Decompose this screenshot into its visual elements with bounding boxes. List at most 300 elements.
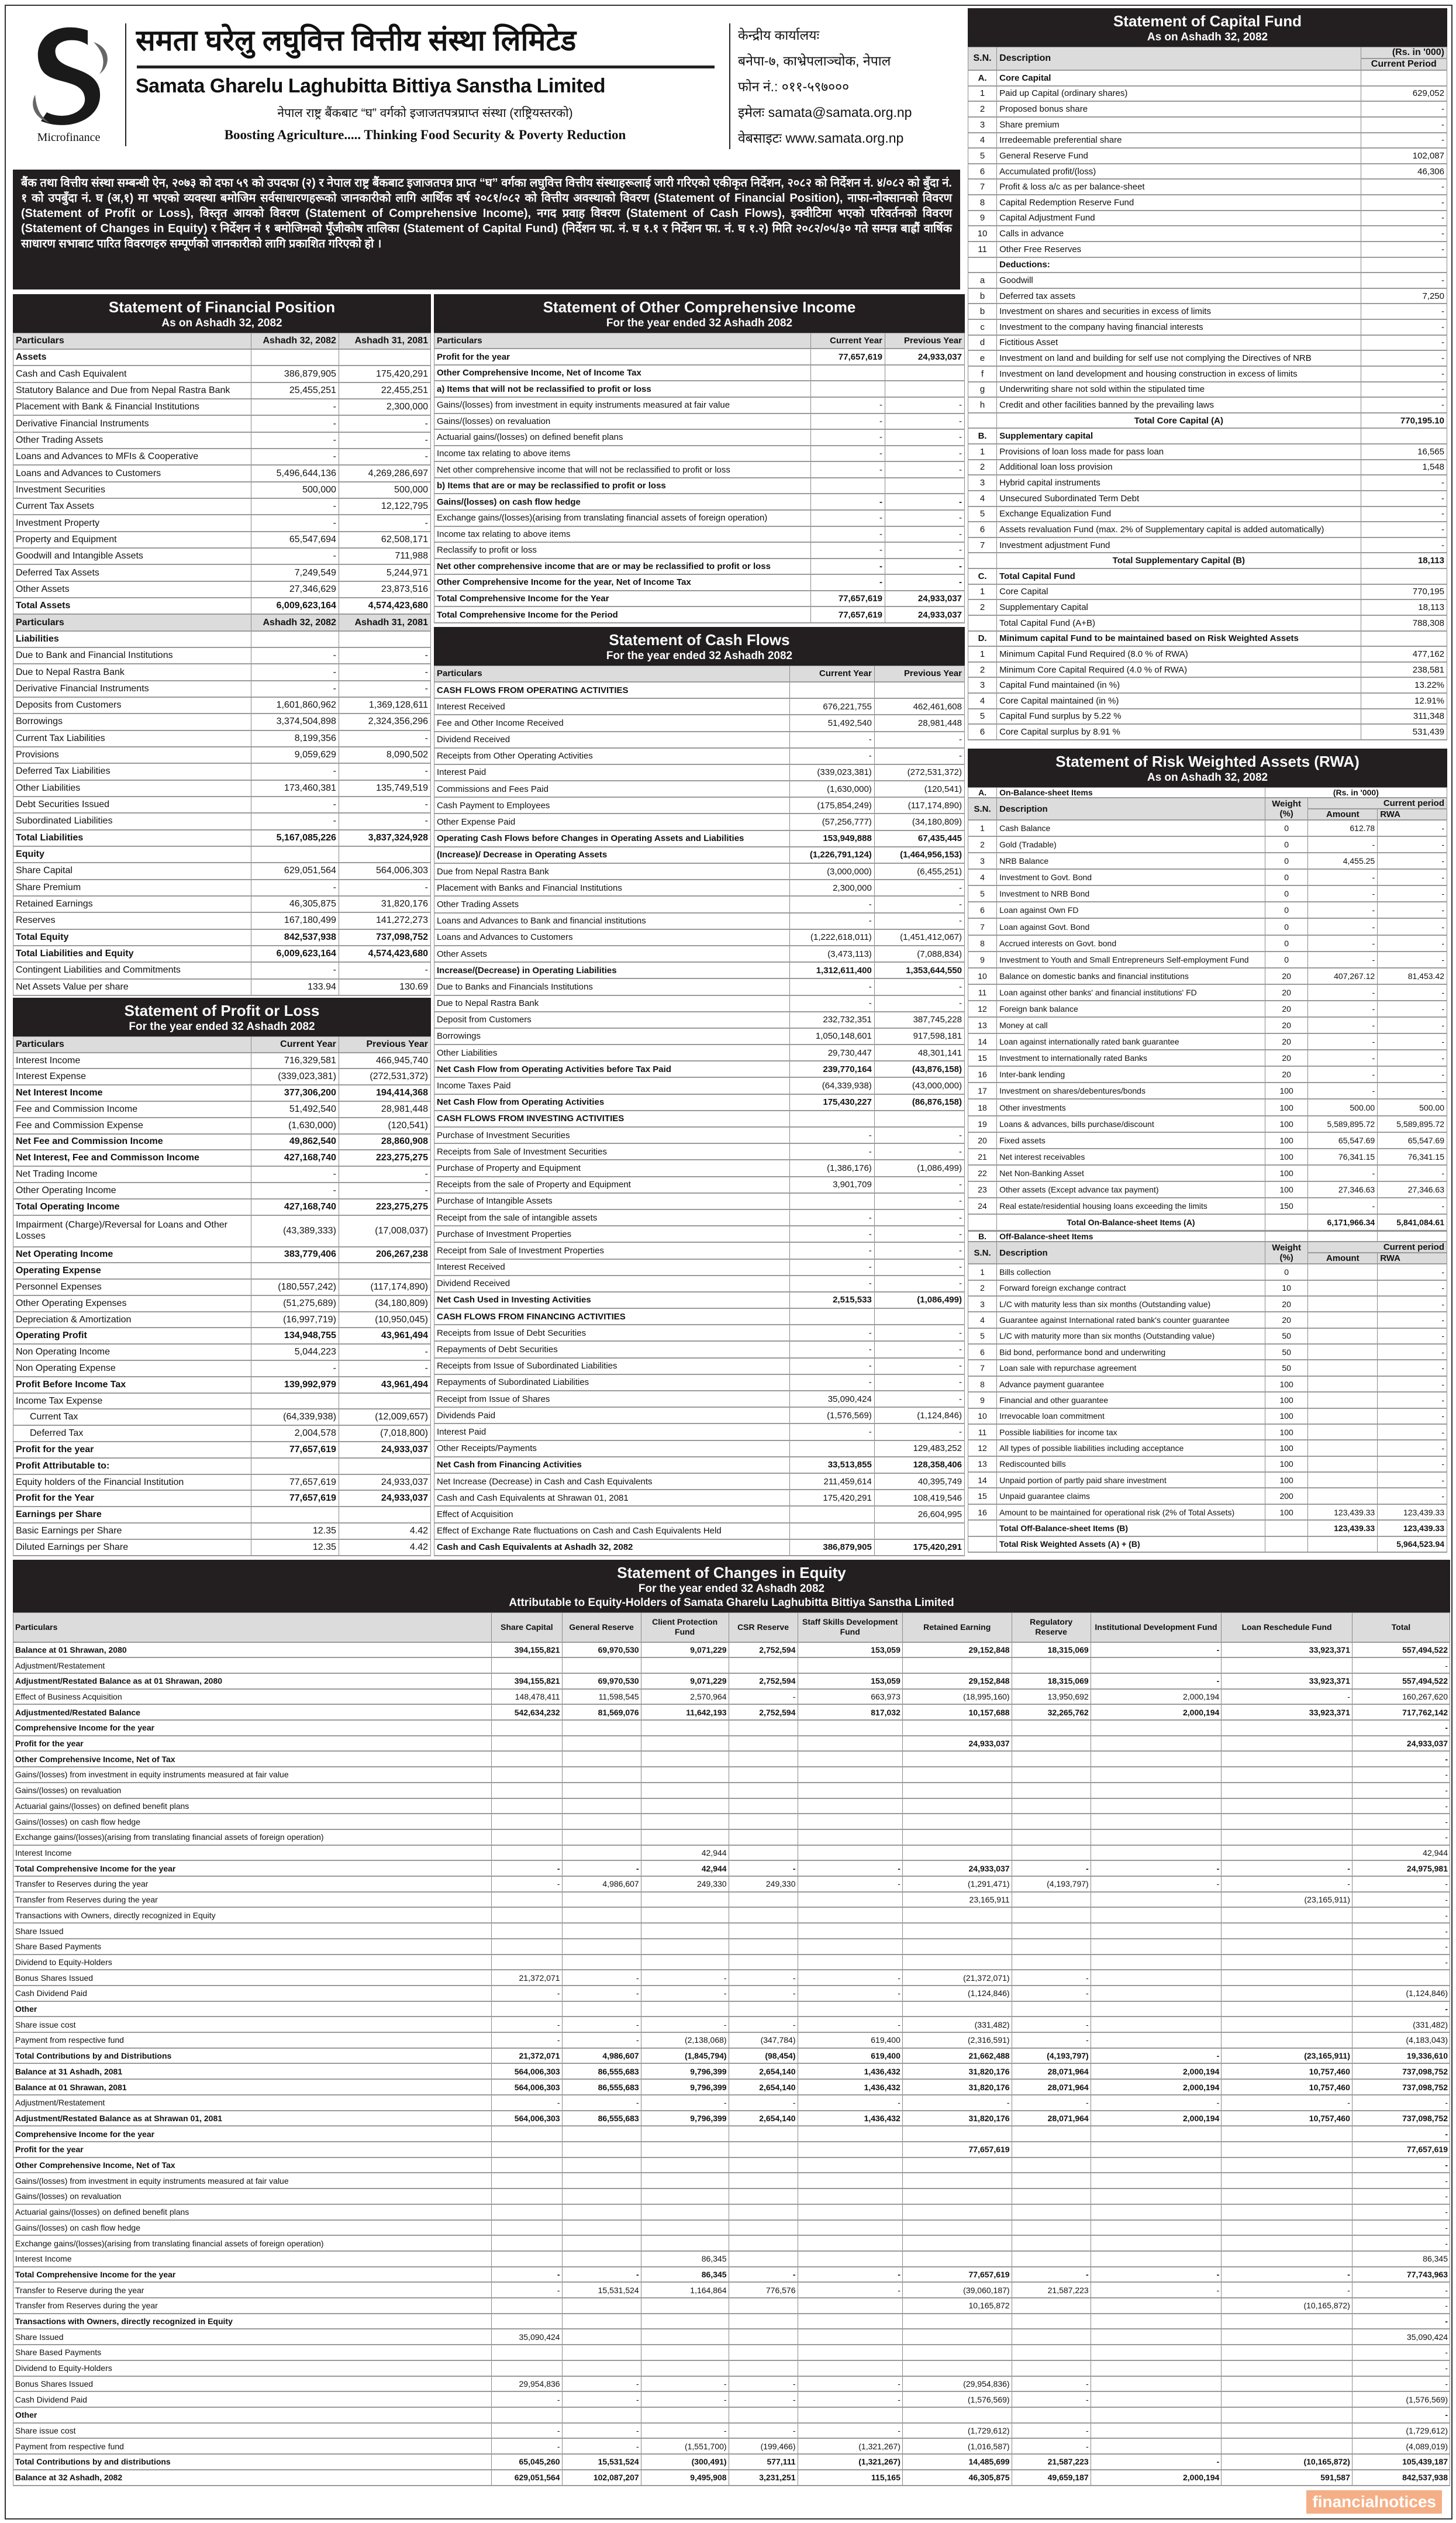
cell-value: 24,933,037 — [339, 1490, 430, 1507]
section-label: On-Balance-sheet Items — [997, 788, 1265, 798]
cell-value — [1091, 2391, 1222, 2407]
cell-value — [1012, 2157, 1091, 2173]
cell-value: - — [885, 494, 964, 510]
row-label: b) Items that are or may be reclassified to profit or loss — [434, 478, 811, 494]
cell-value: 11,598,545 — [562, 1689, 641, 1705]
table-row — [968, 1001, 1447, 1017]
cell-value: 0 — [1265, 853, 1308, 869]
cell-value: Fictitious Asset — [997, 335, 1361, 351]
row-label: CASH FLOWS FROM INVESTING ACTIVITIES — [434, 1111, 790, 1127]
table-row — [434, 847, 965, 863]
cell-value: (64,339,938) — [251, 1409, 339, 1425]
cell-value — [641, 2142, 729, 2157]
cell-value: - — [798, 2391, 902, 2407]
cell-value — [729, 2220, 798, 2236]
table-row — [13, 1783, 1450, 1798]
cell-value: 43,961,494 — [339, 1328, 430, 1344]
cell-value — [1091, 2298, 1222, 2314]
cell-value: - — [1361, 397, 1447, 413]
cell-value: 1,436,432 — [798, 2063, 902, 2079]
cell-value — [1012, 2001, 1091, 2017]
table-row — [434, 1440, 965, 1457]
cell-value: - — [1091, 1860, 1222, 1876]
cell-value — [492, 1720, 562, 1736]
cell-value — [1222, 2188, 1353, 2204]
cell-value: - — [1012, 1970, 1091, 1986]
table-row — [434, 429, 965, 446]
row-label: 5 — [968, 709, 997, 725]
cell-value — [492, 2220, 562, 2236]
cell-value — [562, 2345, 641, 2360]
table-row — [434, 1490, 965, 1506]
header-sn: S.N. — [968, 47, 997, 71]
row-label: Commissions and Fees Paid — [434, 781, 790, 797]
table-row — [968, 273, 1447, 288]
cell-value — [492, 1814, 562, 1829]
cell-value — [729, 1657, 798, 1673]
cell-value — [1222, 1736, 1353, 1752]
cell-value: 21,372,071 — [492, 2048, 562, 2064]
cell-value: Total Core Capital (A) — [997, 413, 1361, 429]
cell-value: Assets revaluation Fund (max. 2% of Supplementary capital is added automatically) — [997, 522, 1361, 537]
cell-value — [798, 1939, 902, 1955]
cell-value — [1222, 1798, 1353, 1814]
cell-value — [1091, 1986, 1222, 2001]
cell-value — [1308, 1264, 1378, 1280]
cell-value: 175,430,227 — [789, 1094, 874, 1111]
cell-value: (175,854,249) — [789, 797, 874, 814]
cell-value — [902, 2251, 1012, 2267]
row-label: 11 — [968, 1424, 997, 1440]
cell-value — [641, 1892, 729, 1908]
cell-value — [562, 2188, 641, 2204]
subtitle-attribution: Attributable to Equity-Holders of Samata Gharelu Laghubitta Bittiya Sanstha Limited — [509, 1597, 954, 1609]
cell-value — [641, 1907, 729, 1923]
table-row — [968, 1165, 1447, 1181]
cell-value: - — [251, 449, 339, 465]
table-row — [13, 1892, 1450, 1908]
cell-value — [798, 2126, 902, 2142]
cell-value — [562, 2204, 641, 2220]
cell-value: - — [1361, 242, 1447, 257]
row-label: 1 — [968, 444, 997, 460]
cell-value: - — [1012, 2032, 1091, 2048]
cell-value: 2,000,194 — [1091, 2111, 1222, 2126]
cell-value — [1012, 1923, 1091, 1939]
cell-value — [562, 1829, 641, 1845]
cell-value — [1091, 1751, 1222, 1767]
cell-value: - — [1352, 2314, 1450, 2329]
title: Statement of Financial Position — [108, 298, 336, 316]
cell-value: - — [1378, 1165, 1447, 1181]
cell-value: 407,267.12 — [1308, 968, 1378, 984]
cell-value: 1,548 — [1361, 460, 1447, 475]
col-particulars: Particulars — [13, 1613, 492, 1642]
cell-value — [1222, 1829, 1353, 1845]
row-label: 8 — [968, 935, 997, 952]
header-rwa: RWA — [1378, 809, 1447, 820]
row-label: 5 — [968, 506, 997, 522]
cell-value — [1308, 1536, 1378, 1552]
col-total: Total — [1352, 1613, 1450, 1642]
cell-value: - — [874, 1259, 964, 1276]
table-row — [968, 820, 1447, 836]
cell-value — [492, 1923, 562, 1939]
cell-value: - — [874, 1358, 964, 1374]
table-row — [434, 1111, 965, 1127]
cell-value: 500,000 — [339, 482, 430, 498]
cell-value: (4,193,797) — [1012, 2048, 1091, 2064]
row-label: 20 — [968, 1132, 997, 1149]
email[interactable]: इमेलः samata@samata.org.np — [738, 105, 912, 120]
cell-value — [1222, 2391, 1353, 2407]
cell-value — [562, 1798, 641, 1814]
table-row — [968, 1504, 1447, 1520]
title: Statement of Capital Fund — [1113, 12, 1302, 30]
table-row — [13, 2407, 1450, 2423]
cell-value: - — [339, 664, 430, 680]
cell-value — [1222, 2142, 1353, 2157]
row-label: g — [968, 382, 997, 398]
cell-value: Previous Year — [874, 666, 964, 682]
cell-value: Current Year — [251, 1037, 339, 1053]
cell-value: 129,483,252 — [874, 1440, 964, 1457]
row-label: Other Trading Assets — [434, 896, 790, 912]
cell-value: (64,339,938) — [789, 1077, 874, 1094]
cell-value: 377,306,200 — [251, 1085, 339, 1101]
cell-value: 100 — [1265, 1424, 1308, 1440]
cell-value: - — [1091, 2095, 1222, 2111]
row-label: Dividend Received — [434, 1276, 790, 1292]
cell-value: 542,634,232 — [492, 1704, 562, 1720]
cell-value — [1308, 1408, 1378, 1424]
cell-value — [1091, 1767, 1222, 1783]
cell-value: - — [492, 1986, 562, 2001]
table-row — [13, 1704, 1450, 1720]
cell-value: 500.00 — [1308, 1099, 1378, 1115]
website[interactable]: वेबसाइटः www.samata.org.np — [738, 130, 904, 146]
cell-value: - — [251, 548, 339, 564]
table-row — [968, 506, 1447, 522]
cell-value — [902, 2220, 1012, 2236]
cell-value — [810, 478, 885, 494]
cell-value: Guarantee against International rated bank's counter guarantee — [997, 1312, 1265, 1328]
cell-value: 12.91% — [1361, 693, 1447, 709]
cell-value: - — [339, 880, 430, 896]
row-label: Other — [13, 2407, 492, 2423]
table-row — [434, 526, 965, 543]
row-label: Transactions with Owners, directly recognized in Equity — [13, 2314, 492, 2329]
table-row — [13, 1458, 431, 1474]
cell-value — [1091, 2220, 1222, 2236]
cell-value: - — [251, 498, 339, 515]
cell-value: Capital Redemption Reserve Fund — [997, 195, 1361, 211]
cell-value: - — [1308, 1050, 1378, 1066]
cell-value — [1222, 1767, 1353, 1783]
row-label: Interest Paid — [434, 764, 790, 781]
cell-value: 16,565 — [1361, 444, 1447, 460]
cell-value: 12.35 — [251, 1539, 339, 1556]
col-loan-reschedule-fund: Loan Reschedule Fund — [1222, 1613, 1353, 1642]
cell-value: 153,949,888 — [789, 830, 874, 847]
cell-value: 175,420,291 — [874, 1539, 964, 1556]
row-label: Loans and Advances to MFIs & Cooperative — [13, 449, 251, 465]
row-label: Goodwill and Intangible Assets — [13, 548, 251, 564]
cell-value — [492, 1783, 562, 1798]
row-label: Receipts from the sale of Property and Equipment — [434, 1177, 790, 1193]
cell-value: 86,555,683 — [562, 2063, 641, 2079]
cell-value: 2,752,594 — [729, 1642, 798, 1658]
cell-value: Investment on land development and housing construction in excess of limits — [997, 366, 1361, 382]
table-row — [13, 1751, 1450, 1767]
cell-value: Deferred tax assets — [997, 288, 1361, 304]
table-row — [968, 902, 1447, 918]
table-row — [13, 399, 431, 415]
profit-loss-table — [13, 1036, 431, 1556]
cell-value: - — [789, 1143, 874, 1160]
cell-value: 394,155,821 — [492, 1673, 562, 1689]
table-row — [13, 1360, 431, 1377]
cell-value: Current Year — [789, 666, 874, 682]
cell-value: - — [729, 2017, 798, 2032]
cell-value — [1222, 2345, 1353, 2360]
table-row — [434, 446, 965, 462]
table-row — [968, 869, 1447, 885]
subtitle: As on Ashadh 32, 2082 — [161, 317, 282, 329]
row-label: Adjustment/Restatement — [13, 2095, 492, 2111]
table-row — [968, 382, 1447, 398]
cell-value: - — [1222, 1860, 1353, 1876]
cell-value: 15,531,524 — [562, 2282, 641, 2298]
cell-value — [729, 2235, 798, 2251]
cell-value — [1091, 1845, 1222, 1861]
section-title — [13, 998, 431, 1036]
header-description: Description — [997, 1242, 1265, 1264]
cell-value — [492, 2345, 562, 2360]
table-row — [434, 1341, 965, 1357]
row-label: Assets — [13, 349, 251, 366]
row-label: 23 — [968, 1181, 997, 1198]
cell-value: 24,933,037 — [339, 1474, 430, 1491]
cell-value: (17,008,037) — [339, 1215, 430, 1247]
cell-value: 27,346.63 — [1308, 1181, 1378, 1198]
cell-value — [1012, 1907, 1091, 1923]
cell-value: 81,453.42 — [1378, 968, 1447, 984]
cell-value — [798, 2251, 902, 2267]
cell-value: 9,071,229 — [641, 1642, 729, 1658]
cell-value: 6,009,623,164 — [251, 946, 339, 962]
table-row — [968, 1066, 1447, 1083]
cell-value — [562, 1923, 641, 1939]
cell-value — [641, 2188, 729, 2204]
row-label: a — [968, 273, 997, 288]
cell-value: Fixed assets — [997, 1132, 1265, 1149]
cell-value: - — [1378, 885, 1447, 902]
cell-value: - — [251, 432, 339, 449]
table-row — [434, 1523, 965, 1539]
row-label: Bonus Shares Issued — [13, 2376, 492, 2392]
cell-value — [641, 1798, 729, 1814]
row-label: Other Assets — [434, 946, 790, 962]
table-row — [13, 1736, 1450, 1752]
table-row — [13, 1215, 431, 1247]
cell-value: 1,436,432 — [798, 2079, 902, 2095]
cell-value: 24,933,037 — [902, 1736, 1012, 1752]
section-sn: B. — [968, 1232, 997, 1242]
cell-value: 737,098,752 — [339, 929, 430, 946]
cell-value: (339,023,381) — [251, 1069, 339, 1085]
row-label: 16 — [968, 1504, 997, 1520]
cell-value: 717,762,142 — [1352, 1704, 1450, 1720]
cell-value: 135,749,519 — [339, 780, 430, 797]
cell-value — [1091, 1720, 1222, 1736]
col-retained-earning: Retained Earning — [902, 1613, 1012, 1642]
row-label: Other Receipts/Payments — [434, 1440, 790, 1457]
row-label: 8 — [968, 195, 997, 211]
cell-value — [1222, 1923, 1353, 1939]
row-label: Net Cash Used in Investing Activities — [434, 1292, 790, 1308]
table-row — [13, 697, 431, 714]
cell-value: 200 — [1265, 1488, 1308, 1504]
table-row — [968, 1520, 1447, 1536]
cell-value: 24,933,037 — [902, 1860, 1012, 1876]
cell-value: 23,873,516 — [339, 581, 430, 598]
cell-value: - — [1012, 2423, 1091, 2439]
cell-value — [562, 2235, 641, 2251]
cell-value: Other Free Reserves — [997, 242, 1361, 257]
cell-value: Inter-bank lending — [997, 1066, 1265, 1083]
cell-value: - — [339, 515, 430, 531]
cell-value: 123,439.33 — [1378, 1520, 1447, 1536]
cell-value: - — [810, 461, 885, 478]
cell-value — [798, 2314, 902, 2329]
cell-value: - — [1012, 2391, 1091, 2407]
cell-value: - — [1378, 1328, 1447, 1344]
table-row — [968, 1017, 1447, 1033]
cell-value: - — [1222, 1689, 1353, 1705]
cell-value: - — [1091, 2282, 1222, 2298]
row-label: Share Issued — [13, 1923, 492, 1939]
cell-value: 4,269,286,697 — [339, 465, 430, 481]
cell-value: - — [789, 913, 874, 929]
table-row — [434, 1127, 965, 1143]
row-label: 1 — [968, 646, 997, 662]
cell-value: 28,071,964 — [1012, 2079, 1091, 2095]
cell-value — [1091, 2204, 1222, 2220]
cell-value — [1222, 2329, 1353, 2345]
table-row — [434, 698, 965, 715]
cell-value: 48,301,141 — [874, 1045, 964, 1061]
table-row — [13, 1657, 1450, 1673]
table-row — [434, 1457, 965, 1473]
table-row — [968, 885, 1447, 902]
cell-value: - — [1012, 1860, 1091, 1876]
cell-value: 386,879,905 — [251, 366, 339, 382]
row-label: Operating Cash Flows before Changes in Operating Assets and Liabilities — [434, 830, 790, 847]
cell-value — [729, 2188, 798, 2204]
cell-value: (21,372,071) — [902, 1970, 1012, 1986]
col-client-protection-fund: Client Protection Fund — [641, 1613, 729, 1642]
cell-value: - — [492, 1876, 562, 1892]
cell-value — [798, 2173, 902, 2188]
cell-value: 557,494,522 — [1352, 1673, 1450, 1689]
col-share-capital: Share Capital — [492, 1613, 562, 1642]
cell-value: - — [729, 1860, 798, 1876]
cell-value — [1091, 1955, 1222, 1970]
table-row — [968, 335, 1447, 351]
cell-value — [1361, 568, 1447, 584]
cell-value: (34,180,809) — [874, 814, 964, 830]
cell-value: Total Supplementary Capital (B) — [997, 553, 1361, 568]
cell-value: - — [874, 1127, 964, 1143]
cell-value: - — [1361, 537, 1447, 553]
row-label: 1 — [968, 86, 997, 102]
cell-value: 50 — [1265, 1328, 1308, 1344]
cell-value: 24,933,037 — [885, 349, 964, 365]
table-row — [434, 413, 965, 430]
cell-value — [562, 1736, 641, 1752]
table-row — [968, 984, 1447, 1001]
cell-value — [1222, 2376, 1353, 2392]
cell-value: Investment to internationally rated Banks — [997, 1050, 1265, 1066]
cell-value — [1091, 1892, 1222, 1908]
header-rwa: RWA — [1378, 1253, 1447, 1264]
table-row — [434, 863, 965, 880]
cell-value: - — [874, 1242, 964, 1259]
table-row — [434, 365, 965, 381]
cell-value — [562, 1751, 641, 1767]
cell-value: - — [810, 526, 885, 543]
row-label: Interest Income — [13, 1053, 251, 1069]
table-row — [13, 532, 431, 548]
cell-value — [339, 846, 430, 863]
cell-value: 28,071,964 — [1012, 2063, 1091, 2079]
row-label: Provisions — [13, 747, 251, 763]
cell-value: Advance payment guarantee — [997, 1376, 1265, 1392]
cell-value: (1,576,569) — [789, 1407, 874, 1424]
cell-value: - — [339, 681, 430, 697]
cell-value: - — [251, 763, 339, 780]
cell-value: 31,820,176 — [902, 2079, 1012, 2095]
cell-value: - — [492, 2032, 562, 2048]
cell-value: 28,071,964 — [1012, 2111, 1091, 2126]
row-label: Operating Profit — [13, 1328, 251, 1344]
cell-value — [798, 1814, 902, 1829]
cell-value: (51,275,689) — [251, 1295, 339, 1312]
cell-value: Supplementary capital — [997, 428, 1361, 444]
cell-value — [902, 2188, 1012, 2204]
cell-value: Foreign bank balance — [997, 1001, 1265, 1017]
cell-value: (1,291,471) — [902, 1876, 1012, 1892]
row-label — [968, 553, 997, 568]
cell-value: 51,492,540 — [251, 1101, 339, 1118]
cell-value — [1222, 1970, 1353, 1986]
cell-value: 2,752,594 — [729, 1704, 798, 1720]
cell-value — [562, 2001, 641, 2017]
table-row — [968, 836, 1447, 853]
cell-value: Capital Adjustment Fund — [997, 211, 1361, 226]
cell-value: - — [1378, 1344, 1447, 1360]
cell-value: - — [798, 1876, 902, 1892]
row-label: Current Tax — [13, 1409, 251, 1425]
row-label: Exchange gains/(losses)(arising from translating financial assets of foreign operation) — [13, 1829, 492, 1845]
cell-value: 6,009,623,164 — [251, 598, 339, 614]
cell-value: Investment to Youth and Small Entrepreneurs Self-employment Fund — [997, 952, 1265, 968]
table-row — [13, 515, 431, 531]
row-label: Reserves — [13, 912, 251, 929]
cell-value: - — [1378, 820, 1447, 836]
cell-value: Investment on shares/debentures/bonds — [997, 1083, 1265, 1099]
